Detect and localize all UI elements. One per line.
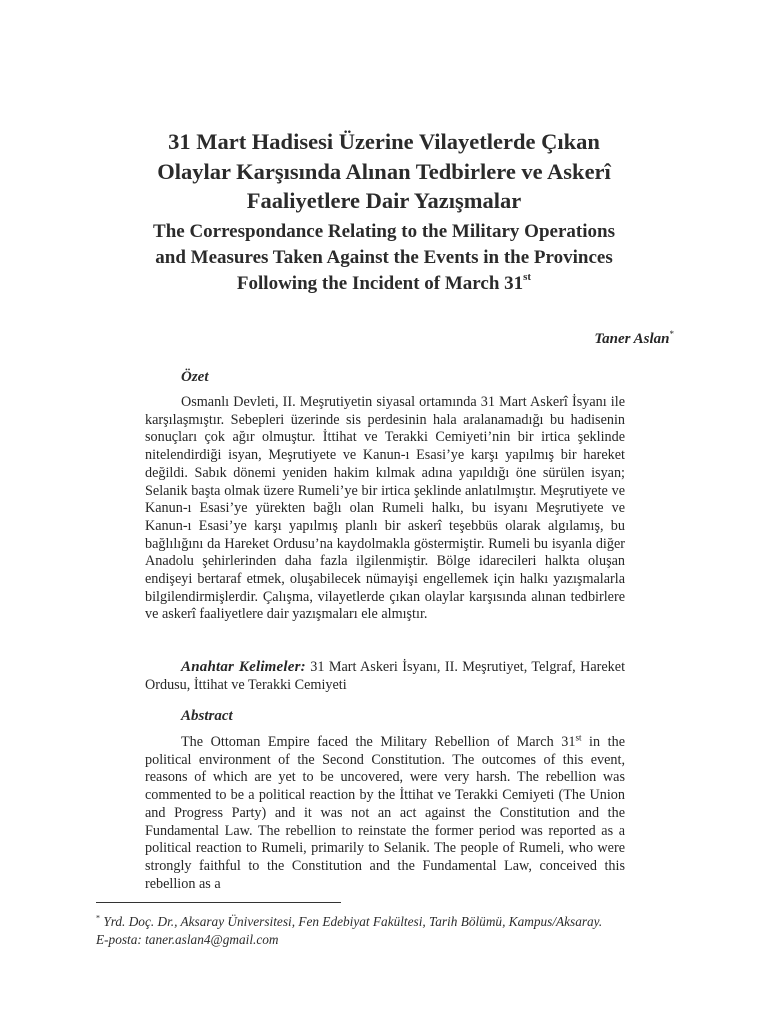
ozet-paragraph: Osmanlı Devleti, II. Meşrutiyetin siyasal ortamında 31 Mart Askerî İsyanı ile karşılaşmıştır. Sebepleri üzerinde sis perdesinin hala aralanamadığı bu hadisenin sonuçları çok ağır olmuştur. İttihat ve Terakki Cemiyeti’nin bir irtica şeklinde nitelendirdiği isyan, Meşrutiyete ve Kanun-ı Esasi’ye karşı yapılmış bir hareket değildi. Sabık dönemi yeniden hakim kılmak adına yapıldığı öne sürülen isyan; Selanik başta olmak üzere Rumeli’ye bir irtica şeklinde anlatılmıştır. Meşrutiyete ve Kanun-ı Esasi’ye yürekten bağlı olan Rumeli halkı, bu isyanı Meşrutiyete ve Kanun-ı Esasi’ye karşı yapılmış planlı bir askerî teşebbüs olarak algılamış, bu bağlılığını da Hareket Ordusu’na kaydolmakla göstermiştir. Rumeli bu isyanla diğer Anadolu şehirlerinden daha fazla ilgilenmiştir. Bölge idarecileri halkta oluşan endişeyi bertaraf etmek, oluşabilecek nümayişi engellemek için halkı yazışmalarla bilgilendirmişlerdir. Çalışma, vilayetlerde çıkan olaylar karşısında alınan tedbirlere ve askerî faaliyetlere dair yazışmaları ele almıştır. (145, 394, 625, 623)
title-turkish (60, 127, 708, 216)
title-turkish-line: Olaylar Karşısında Alınan Tedbirlere ve Askerî (157, 158, 611, 184)
author-footnote-mark: * (669, 329, 674, 339)
title-turkish-line: 31 Mart Hadisesi Üzerine Vilayetlerde Çıkan (168, 129, 600, 154)
keywords-text: 31 Mart Askeri İsyanı, II. Meşrutiyet, Telgraf, Hareket Ordusu, İttihat ve Terakki Cemiyeti (145, 659, 626, 693)
footnote (96, 913, 686, 948)
footnote-separator (96, 902, 341, 903)
abstract-superscript: st (575, 732, 582, 743)
abstract-heading: Abstract (181, 708, 233, 724)
title-english (60, 219, 708, 297)
keywords-paragraph (145, 659, 625, 694)
ozet-heading: Özet (181, 369, 209, 385)
author-text: Taner Aslan (594, 331, 670, 347)
footnote-email: E-posta: taner.aslan4@gmail.com (96, 931, 279, 947)
footnote-line (96, 913, 686, 931)
title-english-line: and Measures Taken Against the Events in the Provinces (155, 247, 613, 268)
title-english-superscript: st (523, 270, 532, 283)
title-turkish-line: Faaliyetlere Dair Yazışmalar (246, 188, 522, 213)
title-english-line (60, 271, 708, 297)
abstract-text-rest: in the political environment of the Second Constitution. The outcomes of this event, reasons of which are yet to be uncovered, were very harsh. The rebellion was commented to be a political reaction by the İttihat ve Terakki Cemiyeti (The Union and Progress Party) and it was not an act against the Constitution and the Fundamental Law. The rebellion to reinstate the former period was reported as a political reaction to Rumeli, primarily to Selanik. The people of Rumeli, who were strongly faithful to the Constitution and the Fundamental Law, conceived this rebellion as a (145, 734, 626, 892)
author-name (594, 329, 674, 349)
abstract-text-start: The Ottoman Empire faced the Military Rebellion of March 31 (181, 734, 576, 750)
keywords-label: Anahtar Kelimeler: (181, 659, 306, 675)
footnote-affiliation: Yrd. Doç. Dr., Aksaray Üniversitesi, Fen Edebiyat Fakültesi, Tarih Bölümü, Kampus/Aksaray. (103, 914, 603, 929)
title-english-line3-text: Following the Incident of March 31 (236, 273, 524, 294)
abstract-paragraph (145, 734, 625, 893)
footnote-mark: * (96, 913, 100, 923)
title-english-line: The Correspondance Relating to the Military Operations (153, 221, 615, 242)
